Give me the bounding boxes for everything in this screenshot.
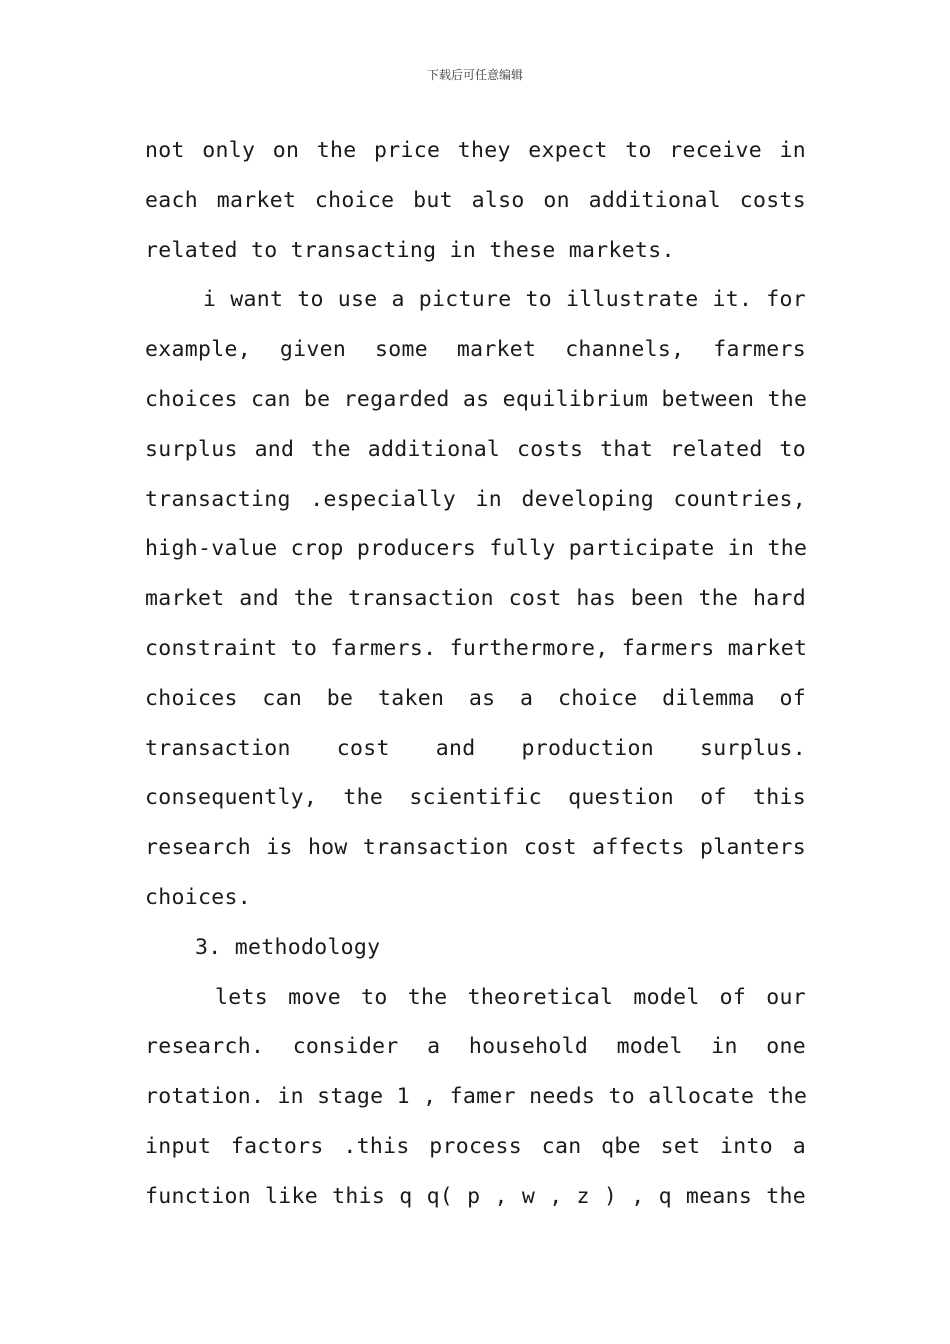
text-line: function like this q q( p , w , z ) , q means the <box>145 1183 806 1209</box>
paragraph-first-line: lets move to the theoretical model of our <box>215 984 806 1010</box>
text-line: example, given some market channels, farmers <box>145 337 806 363</box>
text-line: transacting .especially in developing countries, <box>145 486 806 512</box>
text-line: consequently, the scientific question of this <box>145 785 806 811</box>
text-line: constraint to farmers. furthermore, farmers market <box>145 635 808 661</box>
section-heading: 3. methodology <box>195 934 381 960</box>
text-line: high-value crop producers fully participate in the <box>145 536 808 562</box>
page-header: 下载后可任意编辑 <box>426 68 523 82</box>
text-line: choices. <box>145 884 251 910</box>
text-line: choices can be taken as a choice dilemma of <box>145 685 806 711</box>
text-line: each market choice but also on additional costs <box>145 187 806 213</box>
text-line: research is how transaction cost affects planters <box>145 835 806 861</box>
text-line: not only on the price they expect to receive in <box>145 138 806 163</box>
text-line: research. consider a household model in one <box>145 1034 806 1060</box>
text-line: input factors .this process can qbe set into a <box>145 1133 806 1159</box>
text-line: surplus and the additional costs that related to <box>145 436 806 462</box>
text-line: transaction cost and production surplus. <box>145 735 806 761</box>
document-body <box>145 126 806 1222</box>
text-line: market and the transaction cost has been the hard <box>145 586 806 612</box>
text-line: choices can be regarded as equilibrium between the <box>145 386 808 412</box>
text-line: related to transacting in these markets. <box>145 237 675 263</box>
paragraph-first-line: i want to use a picture to illustrate it. for <box>203 287 806 313</box>
text-line: rotation. in stage 1 , famer needs to allocate the <box>145 1084 808 1110</box>
